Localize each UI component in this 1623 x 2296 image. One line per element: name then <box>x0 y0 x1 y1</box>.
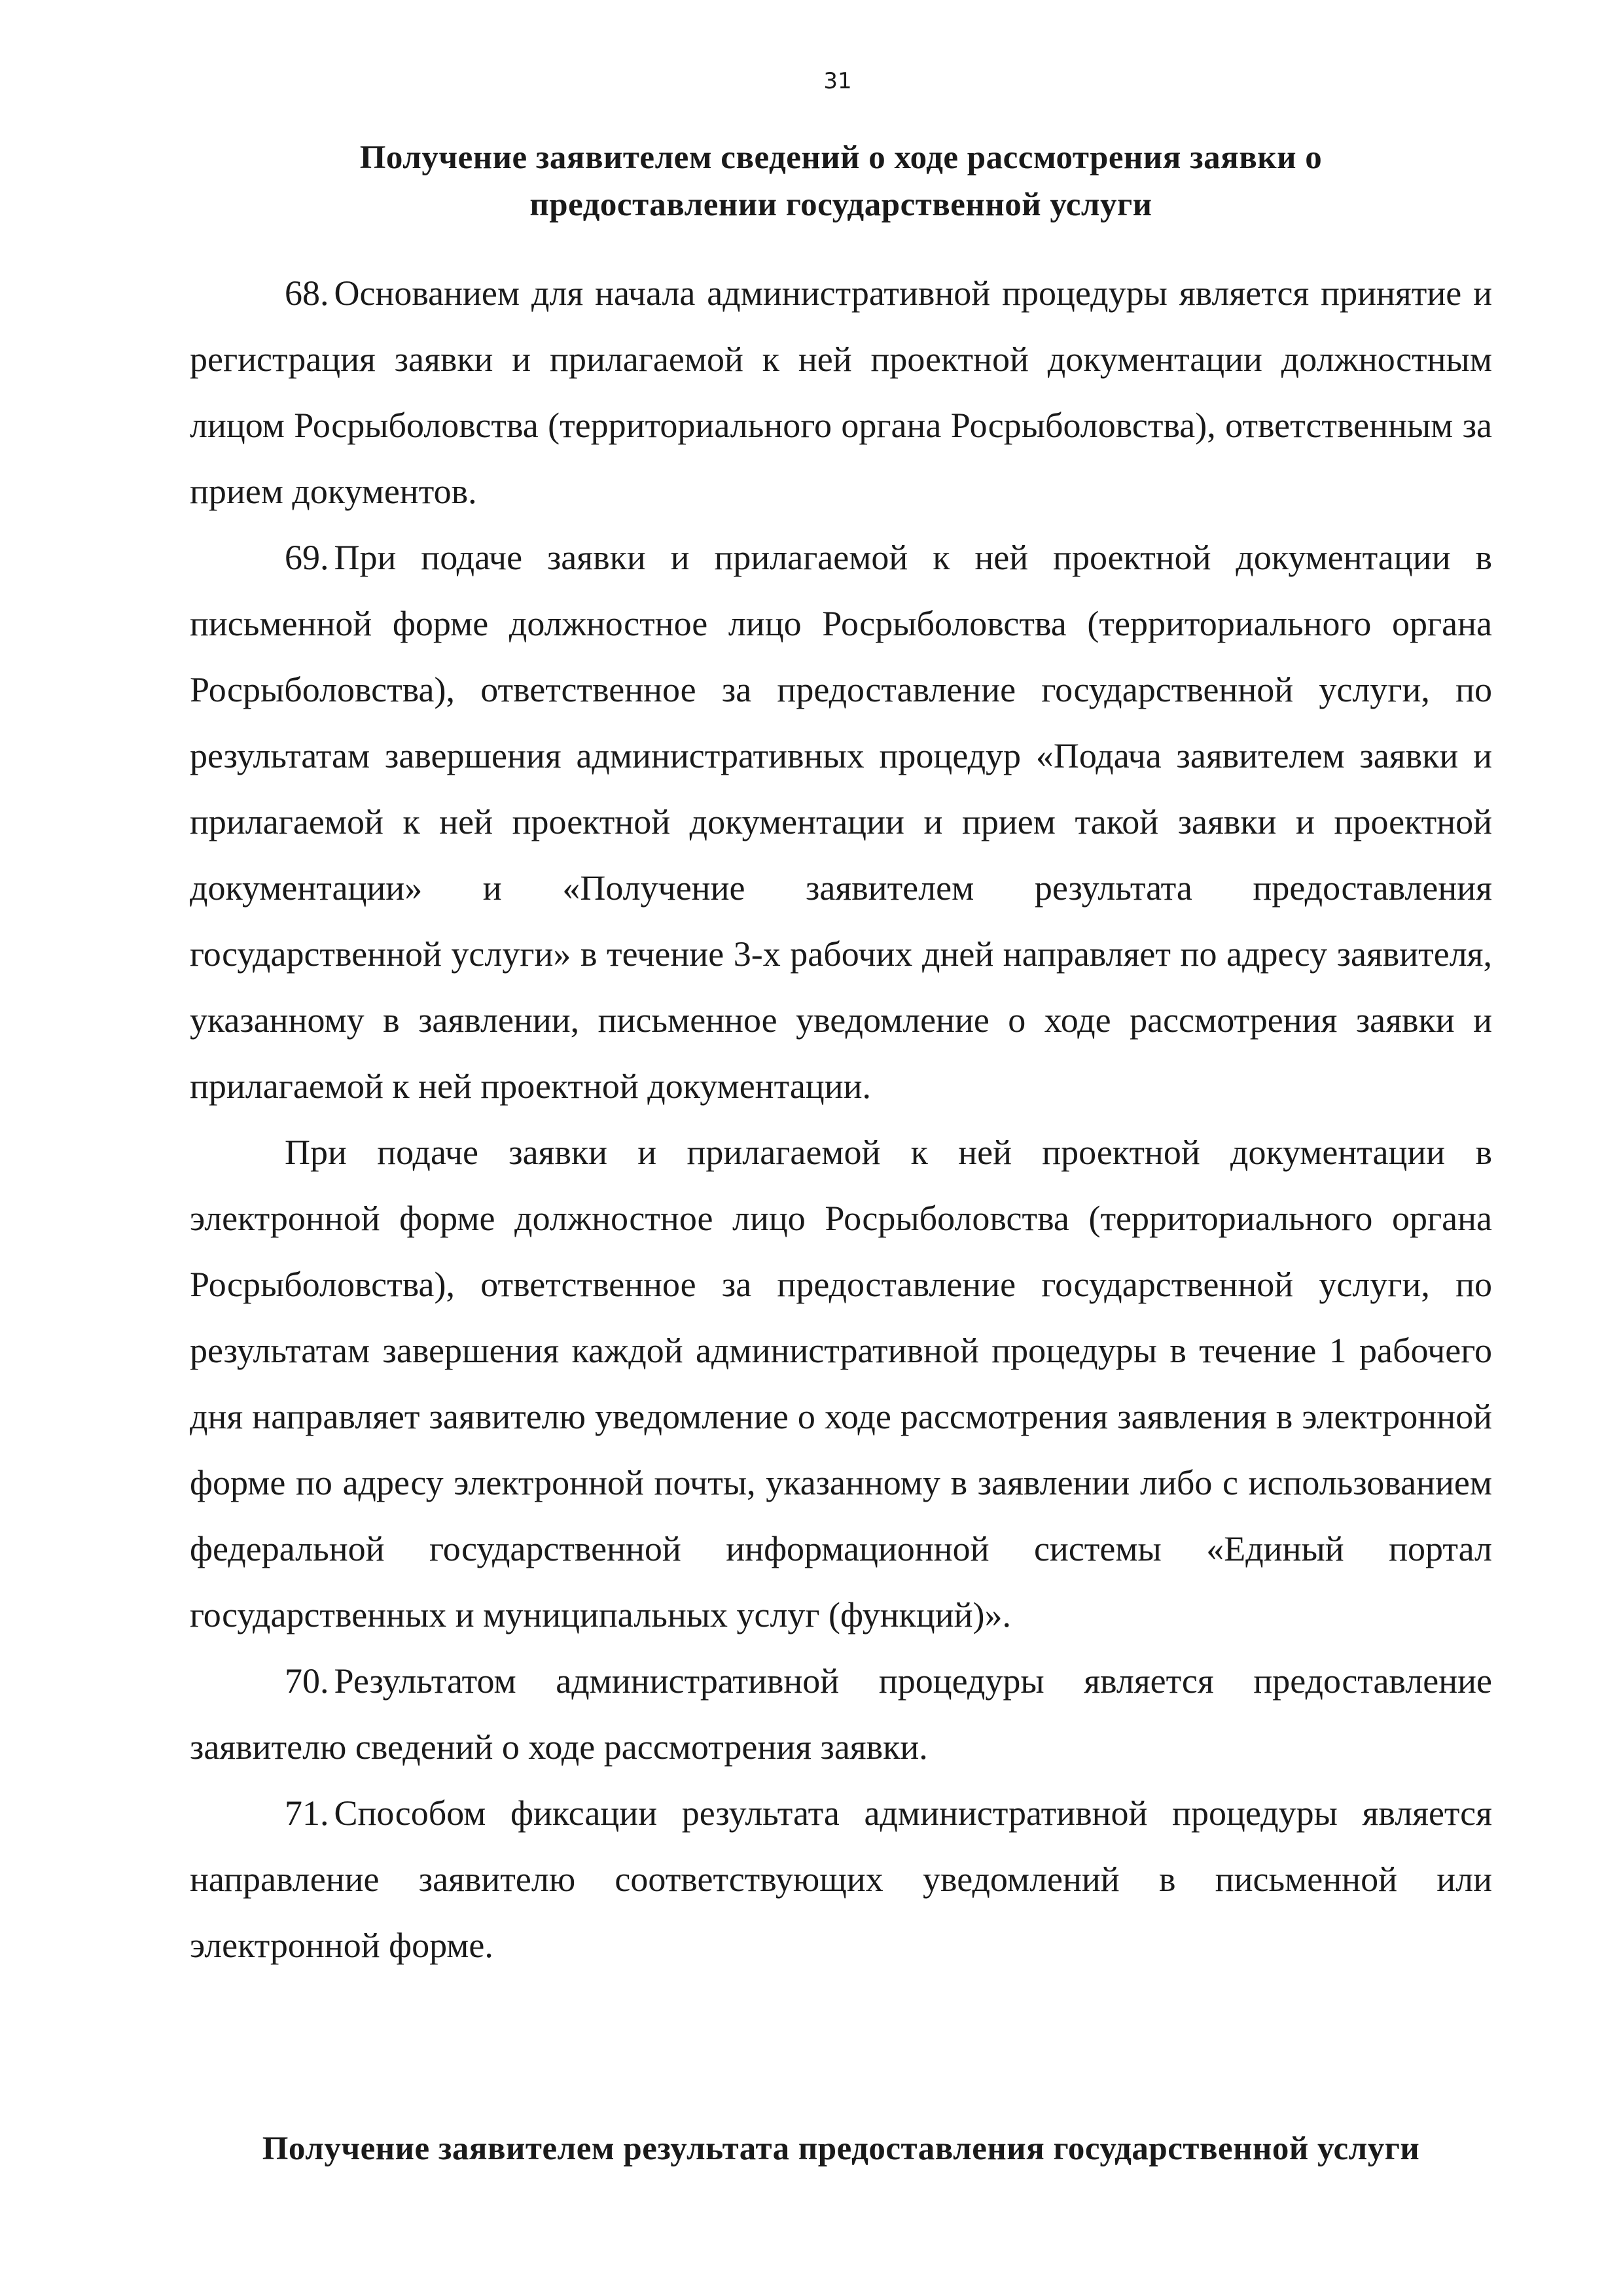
section-title-line-2: предоставлении государственной услуги <box>529 186 1152 223</box>
paragraph-number: 71. <box>285 1793 329 1833</box>
paragraph-69 <box>190 525 1492 1120</box>
section-title-progress-info <box>190 134 1492 228</box>
paragraph-text: Результатом административной процедуры является предоставление заявителю сведений о ходе рассмотрения заявки. <box>190 1661 1492 1767</box>
paragraph-text: При подаче заявки и прилагаемой к ней проектной документации в письменной форме должностное лицо Росрыболовства (территориального органа Росрыболовства), ответственное за предоставление государственной услуги, по результатам завершения административных процедур «Подача заявителем заявки и прилагаемой к ней проектной документации и прием такой заявки и проектной документации» и «Получение заявителем результата предоставления государственной услуги» в течение 3-х рабочих дней направляет по адресу заявителя, указанному в заявлении, письменное уведомление о ходе рассмотрения заявки и прилагаемой к ней проектной документации. <box>190 538 1492 1106</box>
section-title-service-result: Получение заявителем результата предоставления государственной услуги <box>262 2130 1420 2167</box>
paragraph-number: 69. <box>285 538 329 577</box>
paragraph-text: При подаче заявки и прилагаемой к ней проектной документации в электронной форме должностное лицо Росрыболовства (территориального органа Росрыболовства), ответственное за предоставление государственной услуги, по результатам завершения каждой административной процедуры в течение 1 рабочего дня направляет заявителю уведомление о ходе рассмотрения заявления в электронной форме по адресу электронной почты, указанному в заявлении либо с использованием федеральной государственной информационной системы «Единый портал государственных и муниципальных услуг (функций)». <box>190 1133 1492 1634</box>
paragraph-text: Способом фиксации результата административной процедуры является направление заявителю соответствующих уведомлений в письменной или электронной форме. <box>190 1793 1492 1965</box>
paragraph-number: 70. <box>285 1661 329 1701</box>
paragraph-69-electronic <box>190 1120 1492 1648</box>
paragraph-70 <box>190 1648 1492 1780</box>
paragraph-number: 68. <box>285 274 329 313</box>
paragraph-text: Основанием для начала административной процедуры является принятие и регистрация заявки и прилагаемой к ней проектной документации должностным лицом Росрыболовства (территориального органа Росрыболовства), ответственным за прием документов. <box>190 274 1492 511</box>
section-title-line-1: Получение заявителем сведений о ходе рассмотрения заявки о <box>359 139 1323 176</box>
document-body <box>190 260 1492 1979</box>
paragraph-68 <box>190 260 1492 525</box>
page-number: 31 <box>823 68 852 94</box>
paragraph-71 <box>190 1780 1492 1979</box>
